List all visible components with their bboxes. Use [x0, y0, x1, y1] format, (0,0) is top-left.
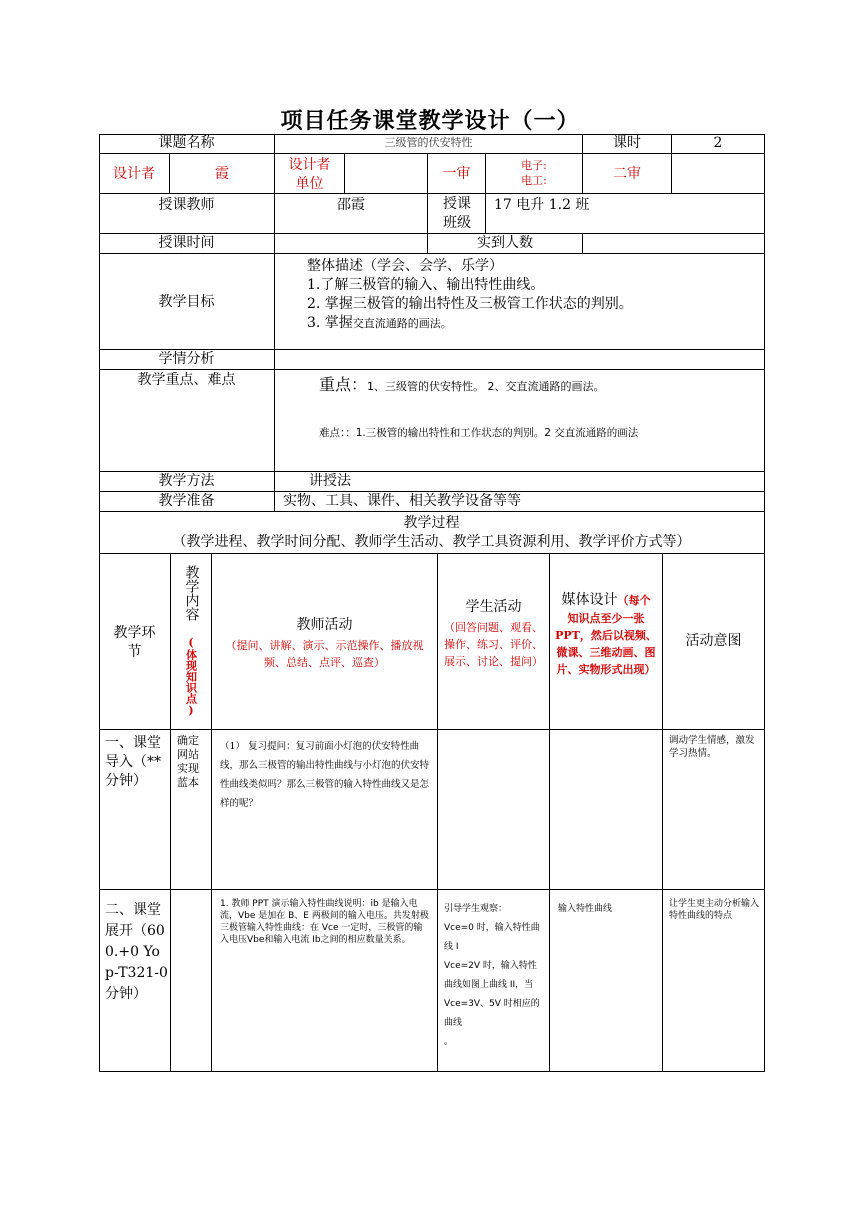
student-2: 引导学生观察： Vce=0 时，输入特性曲线 I Vce=2V 时，输入特性曲线如图上曲线 II，当Vce=3V、5V 时相应的曲线 。: [438, 890, 550, 1072]
media-2: 输入特性曲线: [550, 890, 663, 1072]
topic-value: 三级管的伏安特性: [275, 134, 583, 154]
teacher-value: 邵霞: [275, 194, 428, 234]
review2-label: 二审: [583, 154, 672, 194]
hours-value: 2: [672, 134, 765, 154]
attend-label: 实到人数: [428, 234, 583, 254]
review2-value: [672, 154, 765, 194]
header-media: 媒体设计（每个 知识点至少一张PPT，然后以视频、微课、三维动画、图片、实物形式出现）: [550, 554, 663, 730]
method-label: 教学方法: [99, 472, 275, 492]
designer-value: 霞: [170, 154, 275, 194]
header-student: 学生活动 （回答问题、观看、操作、练习、评价、展示、讨论、提问）: [438, 554, 550, 730]
student-1: [438, 730, 550, 890]
analysis-value: [275, 350, 765, 370]
time-value: [275, 234, 428, 254]
stage-1: 一、课堂导入（**分钟）: [99, 730, 171, 890]
key-content: 重点：1、三级管的伏安特性。 2、交直流通路的画法。 难点：：1.三极管的输出特性和工作状态的判别。2 交直流通路的画法: [275, 370, 765, 472]
content-2: [171, 890, 212, 1072]
teacher-label: 授课教师: [99, 194, 275, 234]
designer-label: 设计者: [99, 154, 170, 194]
prep-label: 教学准备: [99, 492, 275, 512]
teacher-1: （1） 复习提问：复习前面小灯泡的伏安特性曲线，那么三极管的输出特性曲线与小灯泡的伏安特性曲线类似吗？那么三极管的输入特性曲线又是怎样的呢？: [212, 730, 438, 890]
content-1: 确定网站实现蓝本: [171, 730, 212, 890]
method-value: 讲授法: [275, 472, 765, 492]
key-label: 教学重点、难点: [99, 370, 275, 472]
class-value: 17 电升 1.2 班: [486, 194, 765, 234]
hours-label: 课时: [583, 134, 672, 154]
analysis-label: 学情分析: [99, 350, 275, 370]
topic-label: 课题名称: [99, 134, 275, 154]
header-stage: 教学环 节: [99, 554, 171, 730]
intent-2: 让学生更主动分析输入特性曲线的特点: [663, 890, 765, 1072]
stage-2: 二、课堂展开（600.+0 Yop-T321-0 分钟）: [99, 890, 171, 1072]
class-label: 授课 班级: [428, 194, 486, 234]
time-label: 授课时间: [99, 234, 275, 254]
intent-1: 调动学生情感，激发学习热情。: [663, 730, 765, 890]
review1-label: 一审: [428, 154, 486, 194]
teacher-2: 1. 教师 PPT 演示输入特性曲线说明：ib 是输入电流，Vbe 是加在 B、E 两极间的输入电压。共发射极三极管输入特性曲线：在 Vce 一定时，三极管的输入电压Vbe和输入电流 Ib之间的相应数量关系。: [212, 890, 438, 1072]
process-header: 教学过程 （教学进程、教学时间分配、教师学生活动、教学工具资源利用、教学评价方式等）: [99, 512, 765, 554]
goals-content: 整体描述（学会、会学、乐学） 1.了解三极管的输入、输出特性曲线。 2. 掌握三极管的输出特性及三极管工作状态的判别。 3. 掌握交直流通路的画法。: [275, 254, 765, 350]
review1-value: 电子: 电工:: [486, 154, 583, 194]
unit-label: 设计者 单位: [275, 154, 345, 194]
header-content: 教学内容 (体现知识点): [171, 554, 212, 730]
prep-value: 实物、工具、课件、相关教学设备等等: [275, 492, 765, 512]
goals-label: 教学目标: [99, 254, 275, 350]
unit-value: [345, 154, 428, 194]
header-teacher: 教师活动 （提问、讲解、演示、示范操作、播放视频、总结、点评、巡查）: [212, 554, 438, 730]
media-1: [550, 730, 663, 890]
document-title: 项目任务课堂教学设计（一）: [280, 109, 580, 134]
attend-value: [583, 234, 765, 254]
header-intent: 活动意图: [663, 554, 765, 730]
